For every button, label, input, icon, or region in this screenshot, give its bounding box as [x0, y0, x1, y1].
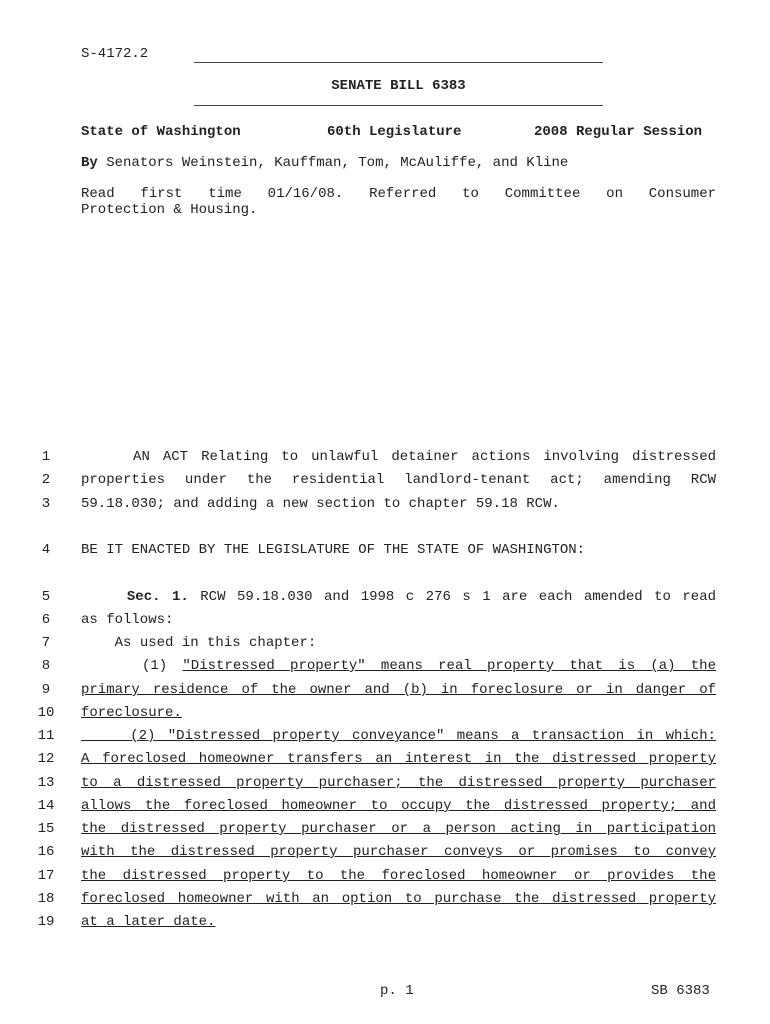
header-rule-bottom: [194, 105, 603, 106]
line-number: 5: [41, 589, 51, 605]
line-number: 18: [37, 891, 55, 907]
bill-title: SENATE BILL 6383: [331, 78, 466, 94]
by-label: By: [81, 155, 98, 171]
read-first-time: Read first time 01/16/08. Referred to Committee on Consumer: [81, 186, 716, 202]
line-number: 12: [37, 751, 55, 767]
bill-line: foreclosed homeowner with an option to purchase the distressed property: [81, 891, 716, 907]
bill-line: (1) "Distressed property" means real property that is (a) the: [81, 658, 716, 674]
bill-line: As used in this chapter:: [114, 635, 317, 651]
bill-line: the distressed property to the foreclosed homeowner or provides the: [81, 868, 716, 884]
section-label: Sec. 1.: [126, 589, 189, 605]
bill-line: 59.18.030; and adding a new section to chapter 59.18 RCW.: [81, 496, 560, 512]
bill-line: foreclosure.: [81, 705, 182, 721]
line-number: 15: [37, 821, 55, 837]
session: 2008 Regular Session: [534, 124, 703, 140]
line-number: 4: [41, 542, 51, 558]
committee-line: Protection & Housing.: [81, 202, 258, 218]
bill-line: as follows:: [81, 612, 174, 628]
bill-line: at a later date.: [81, 914, 216, 930]
line-number: 13: [37, 775, 55, 791]
line-number: 6: [41, 612, 51, 628]
line-number: 16: [37, 844, 55, 860]
bill-line: with the distressed property purchaser conveys or promises to convey: [81, 844, 716, 860]
line-number: 14: [37, 798, 55, 814]
header-rule-top: [194, 62, 603, 63]
bill-line: BE IT ENACTED BY THE LEGISLATURE OF THE STATE OF WASHINGTON:: [81, 542, 586, 558]
bill-line: Sec. 1. RCW 59.18.030 and 1998 c 276 s 1 are each amended to read: [126, 589, 717, 605]
bill-line: properties under the residential landlord-tenant act; amending RCW: [81, 472, 716, 488]
bill-line: A foreclosed homeowner transfers an interest in the distressed property: [81, 751, 716, 767]
sponsors-line: [81, 155, 568, 171]
line-number: 9: [41, 682, 51, 698]
line-number: 11: [37, 728, 55, 744]
line-number: 3: [41, 496, 51, 512]
line-number: 2: [41, 472, 51, 488]
line-number: 10: [37, 705, 55, 721]
footer-bill-ref: SB 6383: [651, 983, 710, 999]
line-number: 19: [37, 914, 55, 930]
bill-line: the distressed property purchaser or a person acting in participation: [81, 821, 716, 837]
state-name: State of Washington: [81, 124, 241, 140]
bill-line: primary residence of the owner and (b) in foreclosure or in danger of: [81, 682, 716, 698]
line-number: 1: [41, 449, 51, 465]
bill-line: to a distressed property purchaser; the distressed property purchaser: [81, 775, 716, 791]
line-number: 8: [41, 658, 51, 674]
line-number: 7: [41, 635, 51, 651]
sponsors: Senators Weinstein, Kauffman, Tom, McAuliffe, and Kline: [106, 155, 569, 171]
legislature: 60th Legislature: [327, 124, 462, 140]
bill-line: AN ACT Relating to unlawful detainer actions involving distressed: [133, 449, 717, 465]
page-number: p. 1: [380, 983, 414, 999]
bill-code: S-4172.2: [81, 46, 149, 62]
bill-line: (2) "Distressed property conveyance" means a transaction in which:: [130, 728, 717, 744]
line-number: 17: [37, 868, 55, 884]
bill-line: allows the foreclosed homeowner to occupy the distressed property; and: [81, 798, 716, 814]
